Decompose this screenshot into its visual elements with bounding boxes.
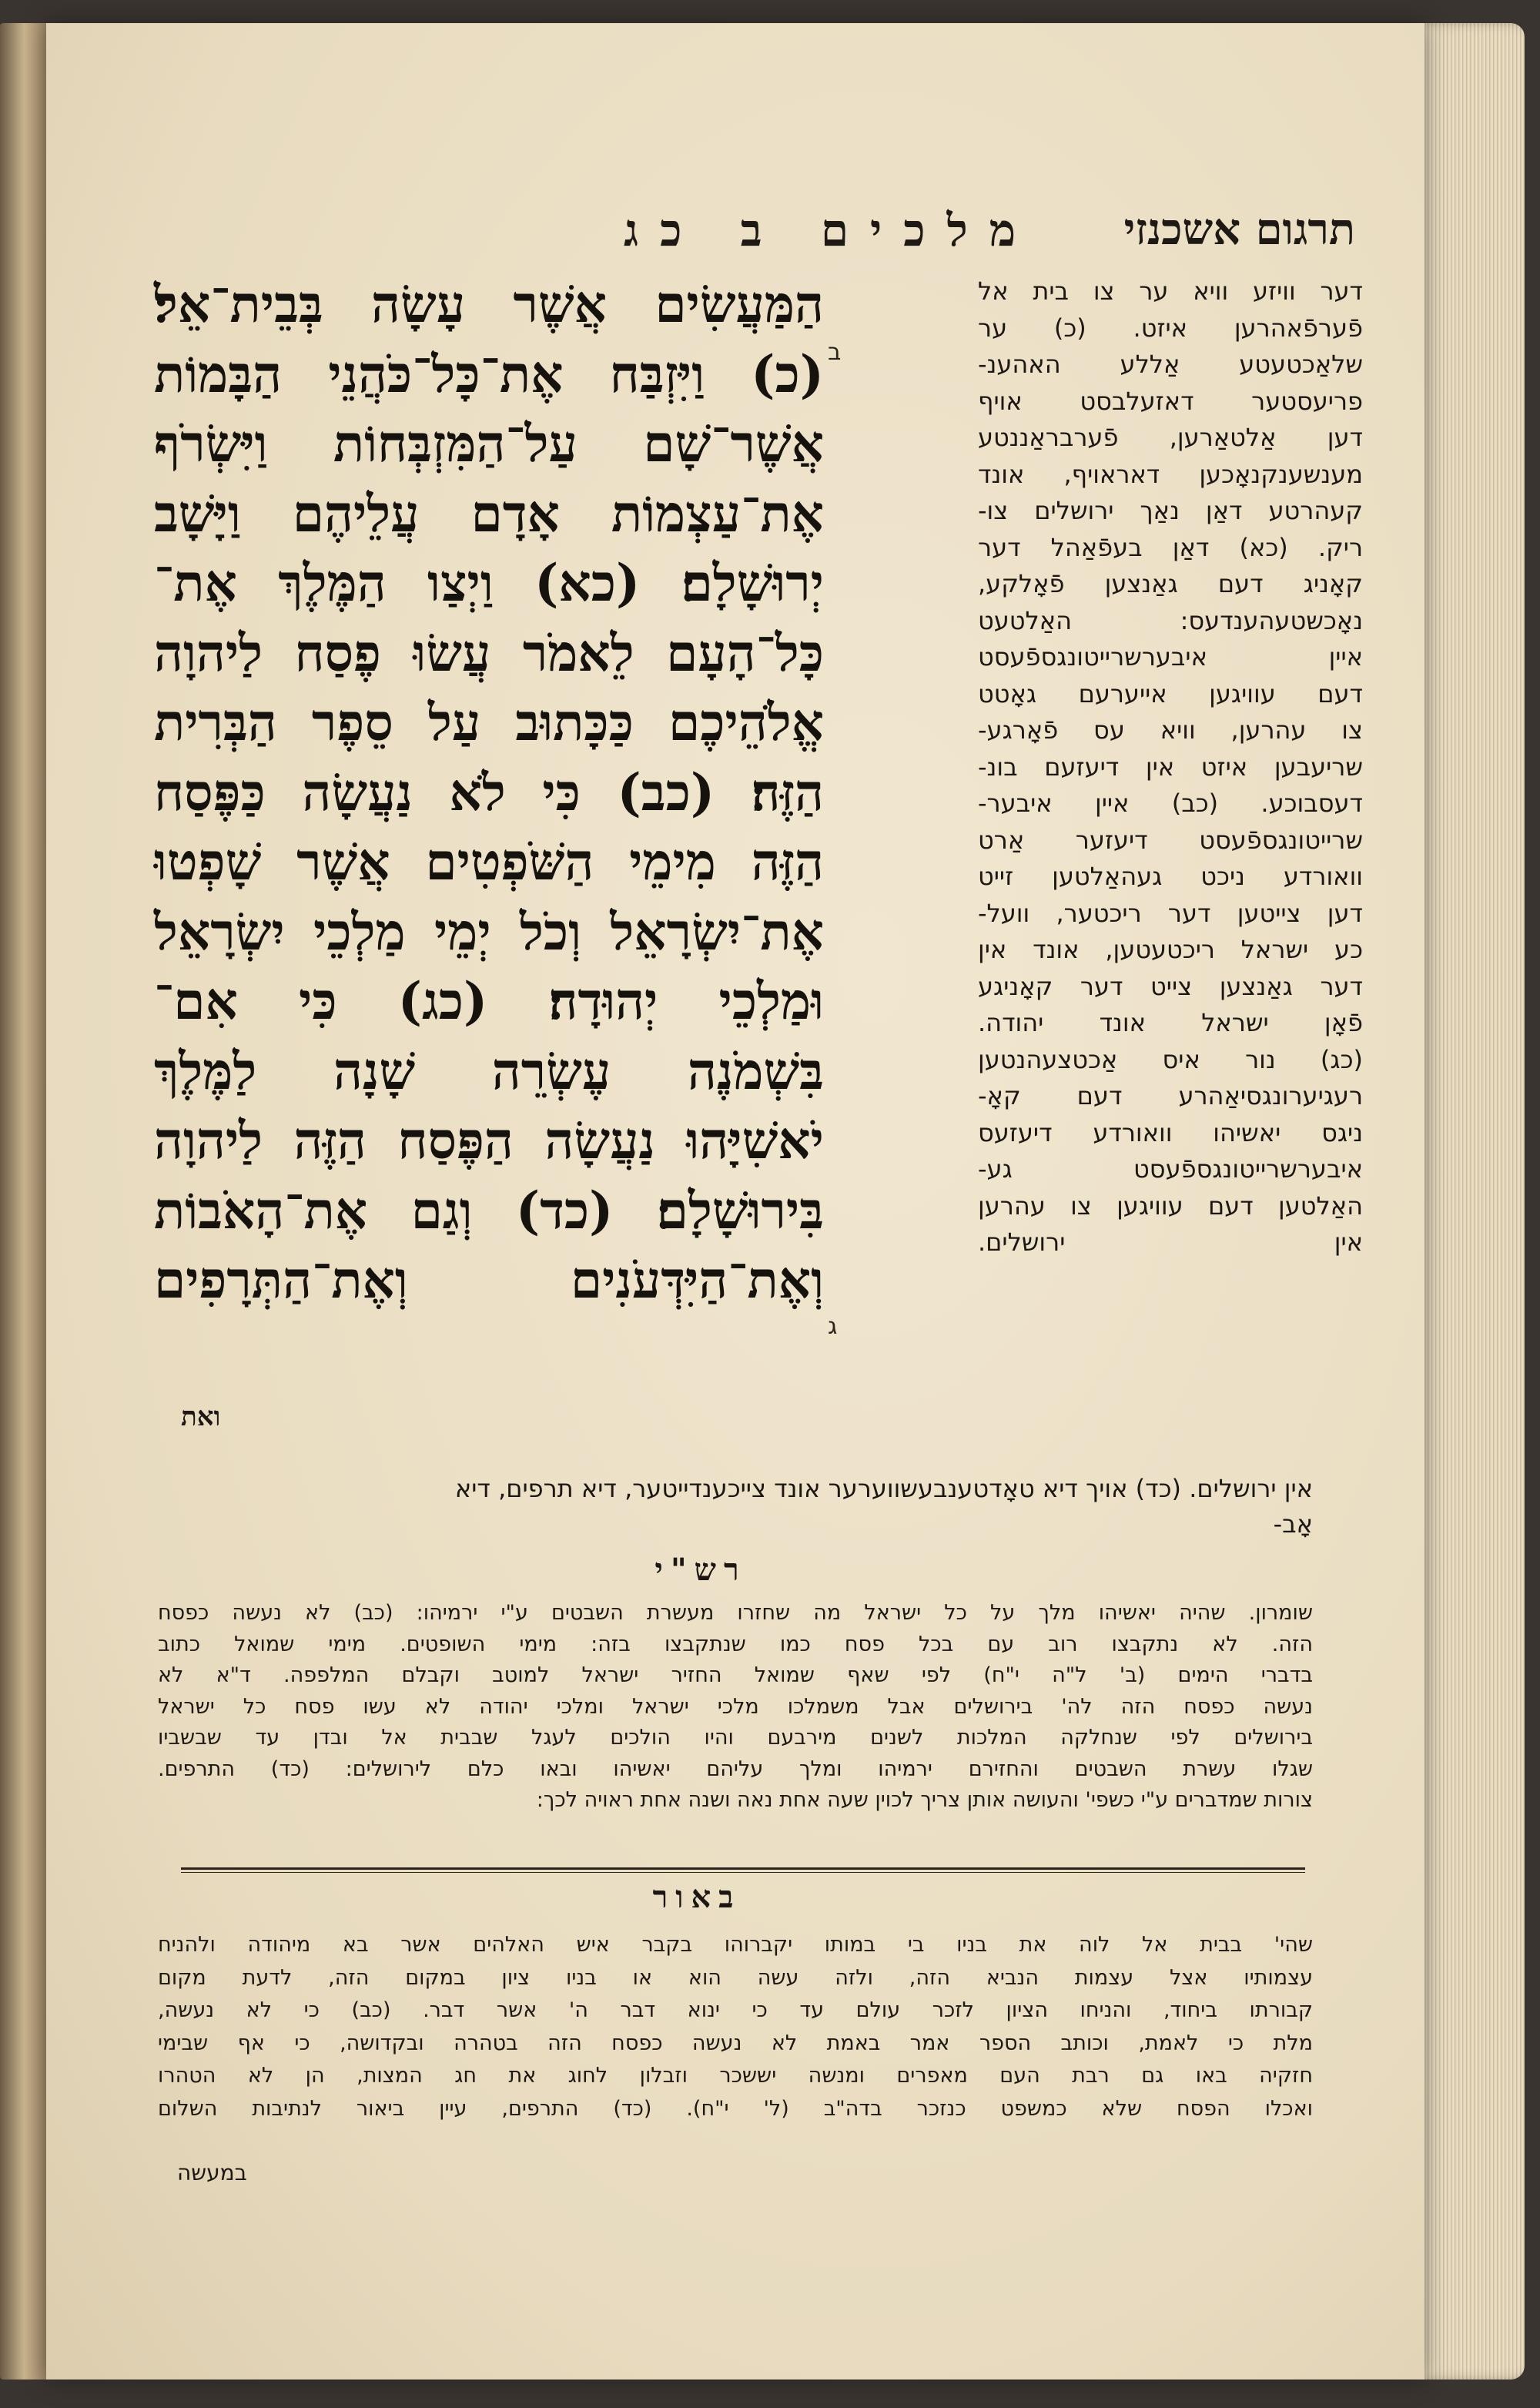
targum-line: דעם עוויגען אייערעם גאָטט [978,678,1363,708]
section-divider [181,1867,1305,1870]
verse-mark: ג [828,1313,838,1340]
targum-line: איין איבערשרייטונגספֿעסט [978,642,1363,671]
targum-line: כע ישראל ריכטעטען, אונד אין [978,935,1363,964]
targum-column [978,273,1363,1261]
hebrew-line: וְאֶת־הַיִּדְּעֹנִים וְאֶת־הַתְּרָפִים [154,1250,824,1310]
hebrew-line: יְרוּשָׁלָם׃ (כא) וַיְצַו הַמֶּלֶךְ אֶת־ [154,553,824,613]
biur-line: קבורתו ביחוד, והניחו הציון לזכר עולם עד כי ינוא דבר ה' אשר דבר. (כב) כי לא נעשה, [158,1998,1313,2022]
targum-line: דעסבוכע. (כב) איין איבער- [978,789,1363,818]
targum-line: קאָניג דעם גאַנצען פֿאָלקע, [978,569,1363,598]
rashi-line: נעשה כפסח הזה לה' בירושלים אבל משמלכו מלכי ישראל ומלכי יהודה לא עשו פסח כל ישראל [158,1694,1313,1719]
rashi-line: בירושלים לפי שנחלקה המלכות לשנים מירבעם והיו הולכים לעגל שבבית אל ובדן עד שבשביו [158,1726,1313,1750]
rashi-commentary [158,1598,1313,1817]
hebrew-line: וּמַלְכֵי יְהוּדָה׃ (כג) כִּי אִם־ [154,971,824,1031]
biur-title: באור [652,1879,742,1915]
catchword: ואת [181,1402,221,1432]
rashi-line: הזה. לא נתקבצו רוב עם בכל פסח כמו שנתקבצו בזה: מימי השופטים. מימי שמואל כתוב [158,1632,1313,1656]
targum-line: פֿערפֿאהרען איזט. (כ) ער [978,313,1363,343]
targum-line: איבערשרייטונגספֿעסט גע- [978,1154,1363,1184]
targum-line: רעגיערונגסיאַהרע דעם קאָ- [978,1081,1363,1110]
continuation-line: אָב- [1273,1509,1313,1539]
rashi-title: רש"י [654,1552,747,1588]
targum-line: שריעבען איזט אין דיעזעם בונ- [978,752,1363,782]
hebrew-line: בִּירוּשָׁלָם׃ (כד) וְגַם אֶת־הָאֹבוֹת [154,1180,824,1241]
hebrew-line: כָּל־הָעָם לֵאמֹר עֲשׂוּ פֶסַח לַיהוָה [154,622,824,683]
continuation-line: אין ירושלים. (כד) אויך דיא טאָדטענבעשווערער אונד צייכענדייטער, דיא תרפים, דיא [454,1474,1313,1503]
hebrew-line: אֲשֶׁר־שָׁם עַל־הַמִּזְבְּחוֹת וַיִּשְׂרֹף [154,414,824,474]
targum-line: שלאַכטעטע אַללע האהענ- [978,350,1363,379]
targum-line: דען צייטען דער ריכטער, וועל- [978,898,1363,928]
page-end-catchword: במעשה [177,2160,247,2185]
targum-line: וואורדע ניכט געהאַלטען זייט [978,862,1363,891]
rashi-line: צורות שמדברים ע"י כשפי' והעושה אותן צריך לכוין שעה אחת נאה ושנה אחת ראויה לכך: [536,1788,1313,1812]
targum-line: פריעסטער דאזעלבסט אויף [978,386,1363,416]
biur-commentary [158,1929,1313,2125]
targum-line: אין ירושלים. [978,1227,1363,1257]
targum-line: דער גאַנצען צייט דער קאָניגע [978,971,1363,1001]
rashi-line: שומרון. שהיה יאשיהו מלך על כל ישראל מה שחזרו מעשרת השבטים ע"י ירמיהו: (כב) לא נעשה כפסח [158,1601,1313,1625]
biur-line: חזקיה באו גם רבת העם מאפרים ומנשה יששכר וזבלון לחוג את חג המצות, הן לא הטהרו [158,2064,1313,2088]
hebrew-text-column [154,270,824,1315]
hebrew-line: יֹאשִׁיָּהוּ נַעֲשָׂה הַפֶּסַח הַזֶּה לַיהוָה [154,1110,824,1171]
biur-line: עצמותיו אצל עצמות הנביא הזה, ולזה עשה הוא או בניו ציון במקום הזה, לדעת מקום [158,1965,1313,1990]
targum-line: קעהרטע דאַן נאַך ירושלים צו- [978,496,1363,525]
hebrew-line: אֶת־עַצְמוֹת אָדָם עֲלֵיהֶם וַיָּשָׁב [154,483,824,544]
targum-line: מענשענקנאָכען דאראויף, אונד [978,459,1363,489]
page-edges [1417,23,1525,2380]
rashi-line: שגלו עשרת השבטים והחזירם ירמיהו ומלך עליהם יאשיהו ובאו כלם לירושלים: (כד) התרפים. [158,1757,1313,1781]
book-page [46,23,1424,2380]
targum-line: שרייטונגספֿעסט דיעזער אַרט [978,825,1363,855]
biur-line: מלת כי לאמת, וכותב הספר אמר באמת לא נעשה כפסח הזה בטהרה ובקדושה, כי אף שבימי [158,2031,1313,2055]
targum-continuation [158,1471,1313,1542]
hebrew-line: אֶת־יִשְׂרָאֵל וְכֹל יְמֵי מַלְכֵי יִשְׂרָאֵל [154,901,824,962]
hebrew-line: הַמַּעֲשִׂים אֲשֶׁר עָשָׂה בְּבֵית־אֵל׃ [154,274,824,334]
hebrew-line: הַזֶּה׃ (כב) כִּי לֹא נַעֲשָׂה כַּפֶּסַח [154,762,824,822]
targum-line: נאָכשטעהענדעס: האַלטעט [978,605,1363,635]
targum-line: דען אַלטאַרען, פֿערבראַננטע [978,423,1363,452]
hebrew-line: בִּשְׁמֹנֶה עֶשְׂרֵה שָׁנָה לַמֶּלֶךְ [154,1040,824,1101]
hebrew-line: הַזֶּה מִימֵי הַשֹּׁפְטִים אֲשֶׁר שָׁפְטוּ [154,832,824,892]
running-head-book-chapter: מלכים ב כג [624,204,1038,256]
targum-line: האַלטען דעם עוויגען צו עהרען [978,1191,1363,1221]
targum-line: פֿאָן ישראל אונד יהודה. [978,1008,1363,1037]
targum-line: צו עהרען, וויא עס פֿאָרגע- [978,715,1363,745]
biur-line: שהי' בבית אל לוה את בניו בי במותו יקברוהו בקבר איש האלהים אשר בא מיהודה ולהניח [158,1933,1313,1957]
targum-line: דער וויזע וויא ער צו בית אל [978,276,1363,306]
targum-line: ניגס יאשיהו וואורדע דיעזעס [978,1117,1363,1147]
targum-line: (כג) נור איס אַכטצעהנטען [978,1044,1363,1074]
rashi-line: בדברי הימים (ב' ל"ה י"ח) לפי שאף שמואל החזיר ישראל למוטב וקבלם המלפפה. ד"א לא [158,1663,1313,1687]
hebrew-line: (כ) וַיִּזְבַּח אֶת־כָּל־כֹּהֲנֵי הַבָּמוֹת [154,343,824,404]
hebrew-line: אֱלֹהֵיכֶם כַּכָּתוּב עַל סֵפֶר הַבְּרִית [154,692,824,752]
biur-line: ואכלו הפסח שלא כמשפט כנזכר בדה"ב (ל' י"ח). (כד) התרפים, עיין ביאור לנתיבות השלום [158,2096,1313,2121]
verse-mark: ב [828,339,842,366]
running-head-targum: תרגום אשכנזי [1123,204,1355,255]
targum-line: ריק. (כא) דאַן בעפֿאַהל דער [978,532,1363,562]
